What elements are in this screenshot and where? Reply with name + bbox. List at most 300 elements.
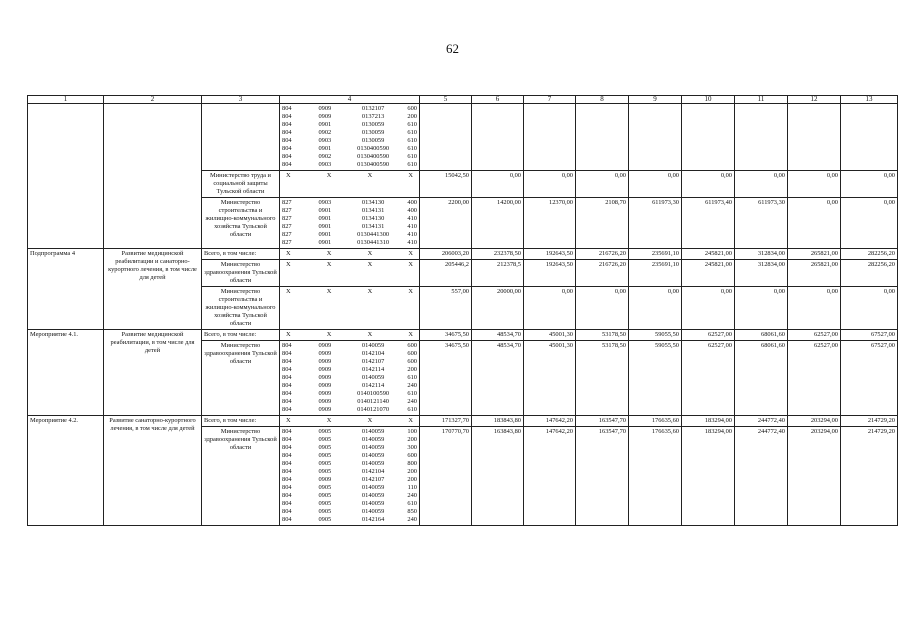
amount-cell-col12: 203294,00 (788, 416, 841, 427)
x-marker: X (367, 331, 373, 338)
admin-code: 804 (282, 468, 292, 475)
section-code: 0905 (318, 428, 332, 435)
amount-cell-col8: 53178,50 (576, 330, 629, 341)
amount-cell-col7: 12370,00 (524, 198, 576, 249)
admin-code: 804 (282, 366, 292, 373)
x-markers (282, 172, 417, 180)
executor-cell: Министерство здравоохранения Тульской области (202, 341, 280, 416)
expense-type-code: 410 (407, 215, 417, 222)
admin-code: 804 (282, 508, 292, 515)
budget-code-line (282, 452, 417, 460)
x-marker: X (286, 288, 291, 295)
budget-codes-cell (280, 427, 420, 526)
budget-code-line (282, 113, 417, 121)
budget-code-line (282, 129, 417, 137)
amount-cell-col10 (682, 104, 735, 171)
header-col-9: 9 (629, 96, 682, 104)
expense-type-code: 610 (407, 500, 417, 507)
section-code: 0901 (318, 215, 332, 222)
expense-type-code: 610 (407, 129, 417, 136)
amount-cell-col12: 62527,00 (788, 330, 841, 341)
admin-code: 804 (282, 121, 292, 128)
program-cell: Мероприятие 4.2. (28, 416, 104, 526)
section-code: 0905 (318, 500, 332, 507)
target-article-code: 0140059 (361, 436, 385, 443)
target-article-code: 0140059 (361, 492, 385, 499)
amount-cell-col6: 20000,00 (472, 287, 524, 330)
amount-cell-col12: 62527,00 (788, 341, 841, 416)
expense-type-code: 610 (407, 390, 417, 397)
page-number: 62 (446, 41, 459, 56)
budget-code-line (282, 145, 417, 153)
section-code: 0901 (318, 145, 332, 152)
amount-cell-col8: 216726,20 (576, 249, 629, 260)
section-code: 0901 (318, 223, 332, 230)
target-article-code: 0140059 (361, 500, 385, 507)
executor-cell: Министерство строительства и жилищно-коммунального хозяйства Тульской области (202, 198, 280, 249)
amount-cell-col11: 0,00 (735, 287, 788, 330)
expense-type-code: 610 (407, 374, 417, 381)
expense-type-code: 610 (407, 161, 417, 168)
admin-code: 804 (282, 452, 292, 459)
amount-cell-col5: 2200,00 (420, 198, 472, 249)
amount-cell-col7: 147642,20 (524, 427, 576, 526)
x-marker: X (367, 417, 373, 424)
target-article-code: 0130441310 (357, 239, 390, 246)
section-code: 0901 (318, 121, 332, 128)
amount-cell-col11: 68061,60 (735, 330, 788, 341)
expense-type-code: 100 (407, 428, 417, 435)
section-code: 0905 (318, 452, 332, 459)
amount-cell-col7: 147642,20 (524, 416, 576, 427)
expense-type-code: 240 (407, 492, 417, 499)
expense-type-code: 610 (407, 137, 417, 144)
section-code: 0902 (318, 153, 332, 160)
x-marker: X (367, 250, 373, 257)
amount-cell-col5: 34675,50 (420, 341, 472, 416)
admin-code: 827 (282, 231, 292, 238)
expense-type-code: 200 (407, 436, 417, 443)
program-cell (28, 104, 104, 249)
section-code: 0901 (318, 239, 332, 246)
admin-code: 804 (282, 406, 292, 413)
executor-cell: Министерство здравоохранения Тульской области (202, 427, 280, 526)
section-code: 0903 (318, 161, 332, 168)
section-code: 0909 (318, 113, 332, 120)
admin-code: 804 (282, 484, 292, 491)
admin-code: 804 (282, 492, 292, 499)
amount-cell-col8: 216726,20 (576, 260, 629, 287)
x-marker: X (326, 288, 332, 295)
amount-cell-col9: 235691,10 (629, 260, 682, 287)
admin-code: 804 (282, 358, 292, 365)
budget-code-line (282, 406, 417, 414)
amount-cell-col13: 282256,20 (841, 249, 898, 260)
header-col-8: 8 (576, 96, 629, 104)
budget-code-line (282, 508, 417, 516)
x-markers (282, 261, 417, 269)
expense-type-code: 200 (407, 366, 417, 373)
target-article-code: 0140059 (361, 452, 385, 459)
amount-cell-col7: 0,00 (524, 287, 576, 330)
amount-cell-col5: 170770,70 (420, 427, 472, 526)
amount-cell-col13: 0,00 (841, 287, 898, 330)
budget-codes-cell (280, 287, 420, 330)
target-article-code: 0140059 (361, 444, 385, 451)
budget-code-line (282, 342, 417, 350)
amount-cell-col11: 244772,40 (735, 427, 788, 526)
x-marker: X (408, 331, 413, 338)
target-article-code: 0134130 (361, 199, 385, 206)
amount-cell-col13: 214729,20 (841, 427, 898, 526)
target-article-code: 0134130 (361, 215, 385, 222)
budget-code-line (282, 199, 417, 207)
section-code: 0909 (318, 358, 332, 365)
amount-cell-col10: 611973,40 (682, 198, 735, 249)
target-article-code: 0137213 (361, 113, 385, 120)
budget-code-line (282, 460, 417, 468)
executor-cell (202, 104, 280, 171)
program-cell: Подпрограмма 4 (28, 249, 104, 330)
amount-cell-col6 (472, 104, 524, 171)
admin-code: 804 (282, 105, 292, 112)
section-code: 0905 (318, 508, 332, 515)
budget-code-line (282, 366, 417, 374)
admin-code: 804 (282, 129, 292, 136)
target-article-code: 0140100590 (357, 390, 390, 397)
section-code: 0909 (318, 105, 332, 112)
target-article-code: 0130400590 (357, 161, 390, 168)
x-marker: X (286, 417, 291, 424)
budget-code-line (282, 374, 417, 382)
amount-cell-col8: 2108,70 (576, 198, 629, 249)
budget-code-line (282, 105, 417, 113)
amount-cell-col12 (788, 104, 841, 171)
section-code: 0909 (318, 366, 332, 373)
admin-code: 804 (282, 428, 292, 435)
amount-cell-col10: 0,00 (682, 171, 735, 198)
admin-code: 804 (282, 161, 292, 168)
amount-cell-col7: 45001,30 (524, 341, 576, 416)
total-label-cell: Всего, в том числе: (202, 330, 280, 341)
admin-code: 827 (282, 239, 292, 246)
section-code: 0909 (318, 374, 332, 381)
admin-code: 827 (282, 215, 292, 222)
amount-cell-col10: 62527,00 (682, 341, 735, 416)
section-code: 0909 (318, 382, 332, 389)
target-article-code: 0140059 (361, 508, 385, 515)
header-col-1: 1 (28, 96, 104, 104)
amount-cell-col10: 0,00 (682, 287, 735, 330)
amount-cell-col8: 0,00 (576, 287, 629, 330)
section-code: 0909 (318, 476, 332, 483)
executor-cell: Министерство труда и социальной защиты Тульской области (202, 171, 280, 198)
section-code: 0905 (318, 516, 332, 523)
expense-type-code: 240 (407, 398, 417, 405)
section-code: 0903 (318, 137, 332, 144)
expense-type-code: 200 (407, 113, 417, 120)
amount-cell-col5: 557,00 (420, 287, 472, 330)
section-code: 0905 (318, 484, 332, 491)
executor-cell: Министерство здравоохранения Тульской области (202, 260, 280, 287)
admin-code: 804 (282, 398, 292, 405)
amount-cell-col12: 265821,00 (788, 249, 841, 260)
expense-type-code: 410 (407, 231, 417, 238)
budget-codes-cell (280, 341, 420, 416)
expense-type-code: 850 (407, 508, 417, 515)
target-article-code: 0140059 (361, 342, 385, 349)
expense-type-code: 240 (407, 382, 417, 389)
budget-code-line (282, 223, 417, 231)
admin-code: 804 (282, 436, 292, 443)
expense-type-code: 400 (407, 199, 417, 206)
amount-cell-col11: 0,00 (735, 171, 788, 198)
amount-cell-col13: 282256,20 (841, 260, 898, 287)
budget-code-line (282, 390, 417, 398)
budget-code-line (282, 215, 417, 223)
amount-cell-col7: 45001,30 (524, 330, 576, 341)
x-marker: X (286, 172, 291, 179)
expense-type-code: 200 (407, 468, 417, 475)
amount-cell-col9 (629, 104, 682, 171)
header-col-10: 10 (682, 96, 735, 104)
amount-cell-col8: 0,00 (576, 171, 629, 198)
admin-code: 827 (282, 199, 292, 206)
expense-type-code: 600 (407, 342, 417, 349)
budget-code-line (282, 492, 417, 500)
section-code: 0905 (318, 444, 332, 451)
x-marker: X (408, 288, 413, 295)
admin-code: 804 (282, 137, 292, 144)
target-article-code: 0142114 (362, 366, 385, 373)
amount-cell-col13: 67527,00 (841, 341, 898, 416)
header-row (28, 96, 898, 104)
expense-type-code: 600 (407, 105, 417, 112)
admin-code: 804 (282, 342, 292, 349)
target-article-code: 0130400590 (357, 153, 390, 160)
budget-code-line (282, 358, 417, 366)
target-article-code: 0142114 (362, 382, 385, 389)
budget-codes-cell (280, 171, 420, 198)
section-code: 0909 (318, 350, 332, 357)
admin-code: 804 (282, 113, 292, 120)
admin-code: 804 (282, 476, 292, 483)
budget-code-line (282, 484, 417, 492)
total-label-cell: Всего, в том числе: (202, 416, 280, 427)
table-row (28, 330, 898, 341)
target-article-code: 0142164 (361, 516, 385, 523)
x-marker: X (367, 172, 373, 179)
amount-cell-col5: 34675,50 (420, 330, 472, 341)
amount-cell-col6: 183843,80 (472, 416, 524, 427)
admin-code: 804 (282, 153, 292, 160)
header-col-11: 11 (735, 96, 788, 104)
amount-cell-col13 (841, 104, 898, 171)
budget-code-line (282, 500, 417, 508)
budget-code-line (282, 207, 417, 215)
expense-type-code: 610 (407, 121, 417, 128)
expense-type-code: 410 (407, 239, 417, 246)
budget-code-line (282, 398, 417, 406)
budget-code-line (282, 350, 417, 358)
amount-cell-col6: 163843,80 (472, 427, 524, 526)
expense-type-code: 400 (407, 207, 417, 214)
amount-cell-col9: 176635,60 (629, 427, 682, 526)
admin-code: 827 (282, 207, 292, 214)
amount-cell-col5: 206003,20 (420, 249, 472, 260)
target-article-code: 0134131 (361, 207, 385, 214)
x-marker: X (367, 288, 373, 295)
target-article-code: 0130441300 (357, 231, 390, 238)
section-code: 0901 (318, 231, 332, 238)
amount-cell-col11: 68061,60 (735, 341, 788, 416)
expense-type-code: 610 (407, 406, 417, 413)
expense-type-code: 800 (407, 460, 417, 467)
amount-cell-col5: 15042,50 (420, 171, 472, 198)
header-col-3: 3 (202, 96, 280, 104)
target-article-code: 0130059 (361, 129, 385, 136)
header-col-2: 2 (104, 96, 202, 104)
amount-cell-col10: 245821,00 (682, 249, 735, 260)
admin-code: 804 (282, 382, 292, 389)
header-col-13: 13 (841, 96, 898, 104)
table-row (28, 416, 898, 427)
expense-type-code: 600 (407, 350, 417, 357)
header-col-6: 6 (472, 96, 524, 104)
budget-codes-cell (280, 104, 420, 171)
target-article-code: 0140121140 (357, 398, 389, 405)
x-marker: X (326, 250, 332, 257)
section-code: 0901 (318, 207, 332, 214)
budget-code-line (282, 137, 417, 145)
header-col-7: 7 (524, 96, 576, 104)
admin-code: 804 (282, 145, 292, 152)
budget-code-line (282, 239, 417, 247)
x-marker: X (326, 331, 332, 338)
amount-cell-col9: 611973,30 (629, 198, 682, 249)
amount-cell-col9: 59055,50 (629, 330, 682, 341)
amount-cell-col5: 205446,2 (420, 260, 472, 287)
amount-cell-col7: 192643,50 (524, 260, 576, 287)
x-marker: X (408, 250, 413, 257)
amount-cell-col11: 312834,00 (735, 249, 788, 260)
section-code: 0909 (318, 342, 332, 349)
amount-cell-col7: 192643,50 (524, 249, 576, 260)
section-code: 0905 (318, 492, 332, 499)
expense-type-code: 300 (407, 444, 417, 451)
budget-table (27, 95, 898, 526)
budget-code-line (282, 231, 417, 239)
target-article-code: 0140059 (361, 460, 385, 467)
budget-code-line (282, 436, 417, 444)
target-article-code: 0142107 (361, 476, 385, 483)
section-code: 0902 (318, 129, 332, 136)
target-article-code: 0134131 (361, 223, 385, 230)
amount-cell-col8 (576, 104, 629, 171)
amount-cell-col6: 14200,00 (472, 198, 524, 249)
amount-cell-col13: 0,00 (841, 198, 898, 249)
section-code: 0909 (318, 406, 332, 413)
amount-cell-col9: 235691,10 (629, 249, 682, 260)
budget-code-line (282, 121, 417, 129)
amount-cell-col11: 611973,30 (735, 198, 788, 249)
section-code: 0905 (318, 468, 332, 475)
amount-cell-col6: 232378,50 (472, 249, 524, 260)
budget-codes-cell (280, 416, 420, 427)
budget-code-line (282, 428, 417, 436)
amount-cell-col11 (735, 104, 788, 171)
expense-type-code: 410 (407, 223, 417, 230)
x-markers (282, 250, 417, 258)
amount-cell-col12: 203294,00 (788, 427, 841, 526)
description-cell: Развитие санаторно-курортного лечения, в том числе для детей (104, 416, 202, 526)
total-label-cell: Всего, в том числе: (202, 249, 280, 260)
header-col-12: 12 (788, 96, 841, 104)
amount-cell-col8: 163547,70 (576, 427, 629, 526)
table-row (28, 249, 898, 260)
admin-code: 804 (282, 460, 292, 467)
table-row (28, 104, 898, 171)
budget-code-line (282, 476, 417, 484)
amount-cell-col6: 0,00 (472, 171, 524, 198)
x-marker: X (326, 261, 332, 268)
admin-code: 804 (282, 444, 292, 451)
header-col-4: 4 (280, 96, 420, 104)
amount-cell-col13: 214729,20 (841, 416, 898, 427)
admin-code: 804 (282, 350, 292, 357)
amount-cell-col10: 62527,00 (682, 330, 735, 341)
target-article-code: 0140121070 (357, 406, 390, 413)
amount-cell-col12: 0,00 (788, 287, 841, 330)
amount-cell-col12: 265821,00 (788, 260, 841, 287)
budget-codes-cell (280, 198, 420, 249)
budget-codes-cell (280, 260, 420, 287)
amount-cell-col11: 312834,00 (735, 260, 788, 287)
target-article-code: 0130059 (361, 137, 385, 144)
description-cell: Развитие медицинской реабилитации, в том числе для детей (104, 330, 202, 416)
target-article-code: 0140059 (361, 484, 385, 491)
budget-codes-cell (280, 249, 420, 260)
target-article-code: 0142104 (361, 350, 385, 357)
budget-code-line (282, 444, 417, 452)
section-code: 0905 (318, 460, 332, 467)
amount-cell-col9: 176635,60 (629, 416, 682, 427)
expense-type-code: 600 (407, 358, 417, 365)
x-marker: X (408, 417, 413, 424)
amount-cell-col5 (420, 104, 472, 171)
amount-cell-col10: 183294,00 (682, 416, 735, 427)
budget-code-line (282, 468, 417, 476)
amount-cell-col9: 59055,50 (629, 341, 682, 416)
amount-cell-col13: 0,00 (841, 171, 898, 198)
budget-code-line (282, 161, 417, 169)
target-article-code: 0142107 (361, 358, 385, 365)
budget-codes-cell (280, 330, 420, 341)
amount-cell-col9: 0,00 (629, 171, 682, 198)
x-marker: X (286, 250, 291, 257)
target-article-code: 0140059 (361, 374, 385, 381)
amount-cell-col13: 67527,00 (841, 330, 898, 341)
amount-cell-col6: 212378,5 (472, 260, 524, 287)
amount-cell-col7 (524, 104, 576, 171)
section-code: 0909 (318, 390, 332, 397)
section-code: 0905 (318, 436, 332, 443)
amount-cell-col5: 171327,70 (420, 416, 472, 427)
section-code: 0909 (318, 398, 332, 405)
expense-type-code: 610 (407, 153, 417, 160)
program-cell: Мероприятие 4.1. (28, 330, 104, 416)
x-marker: X (326, 172, 332, 179)
